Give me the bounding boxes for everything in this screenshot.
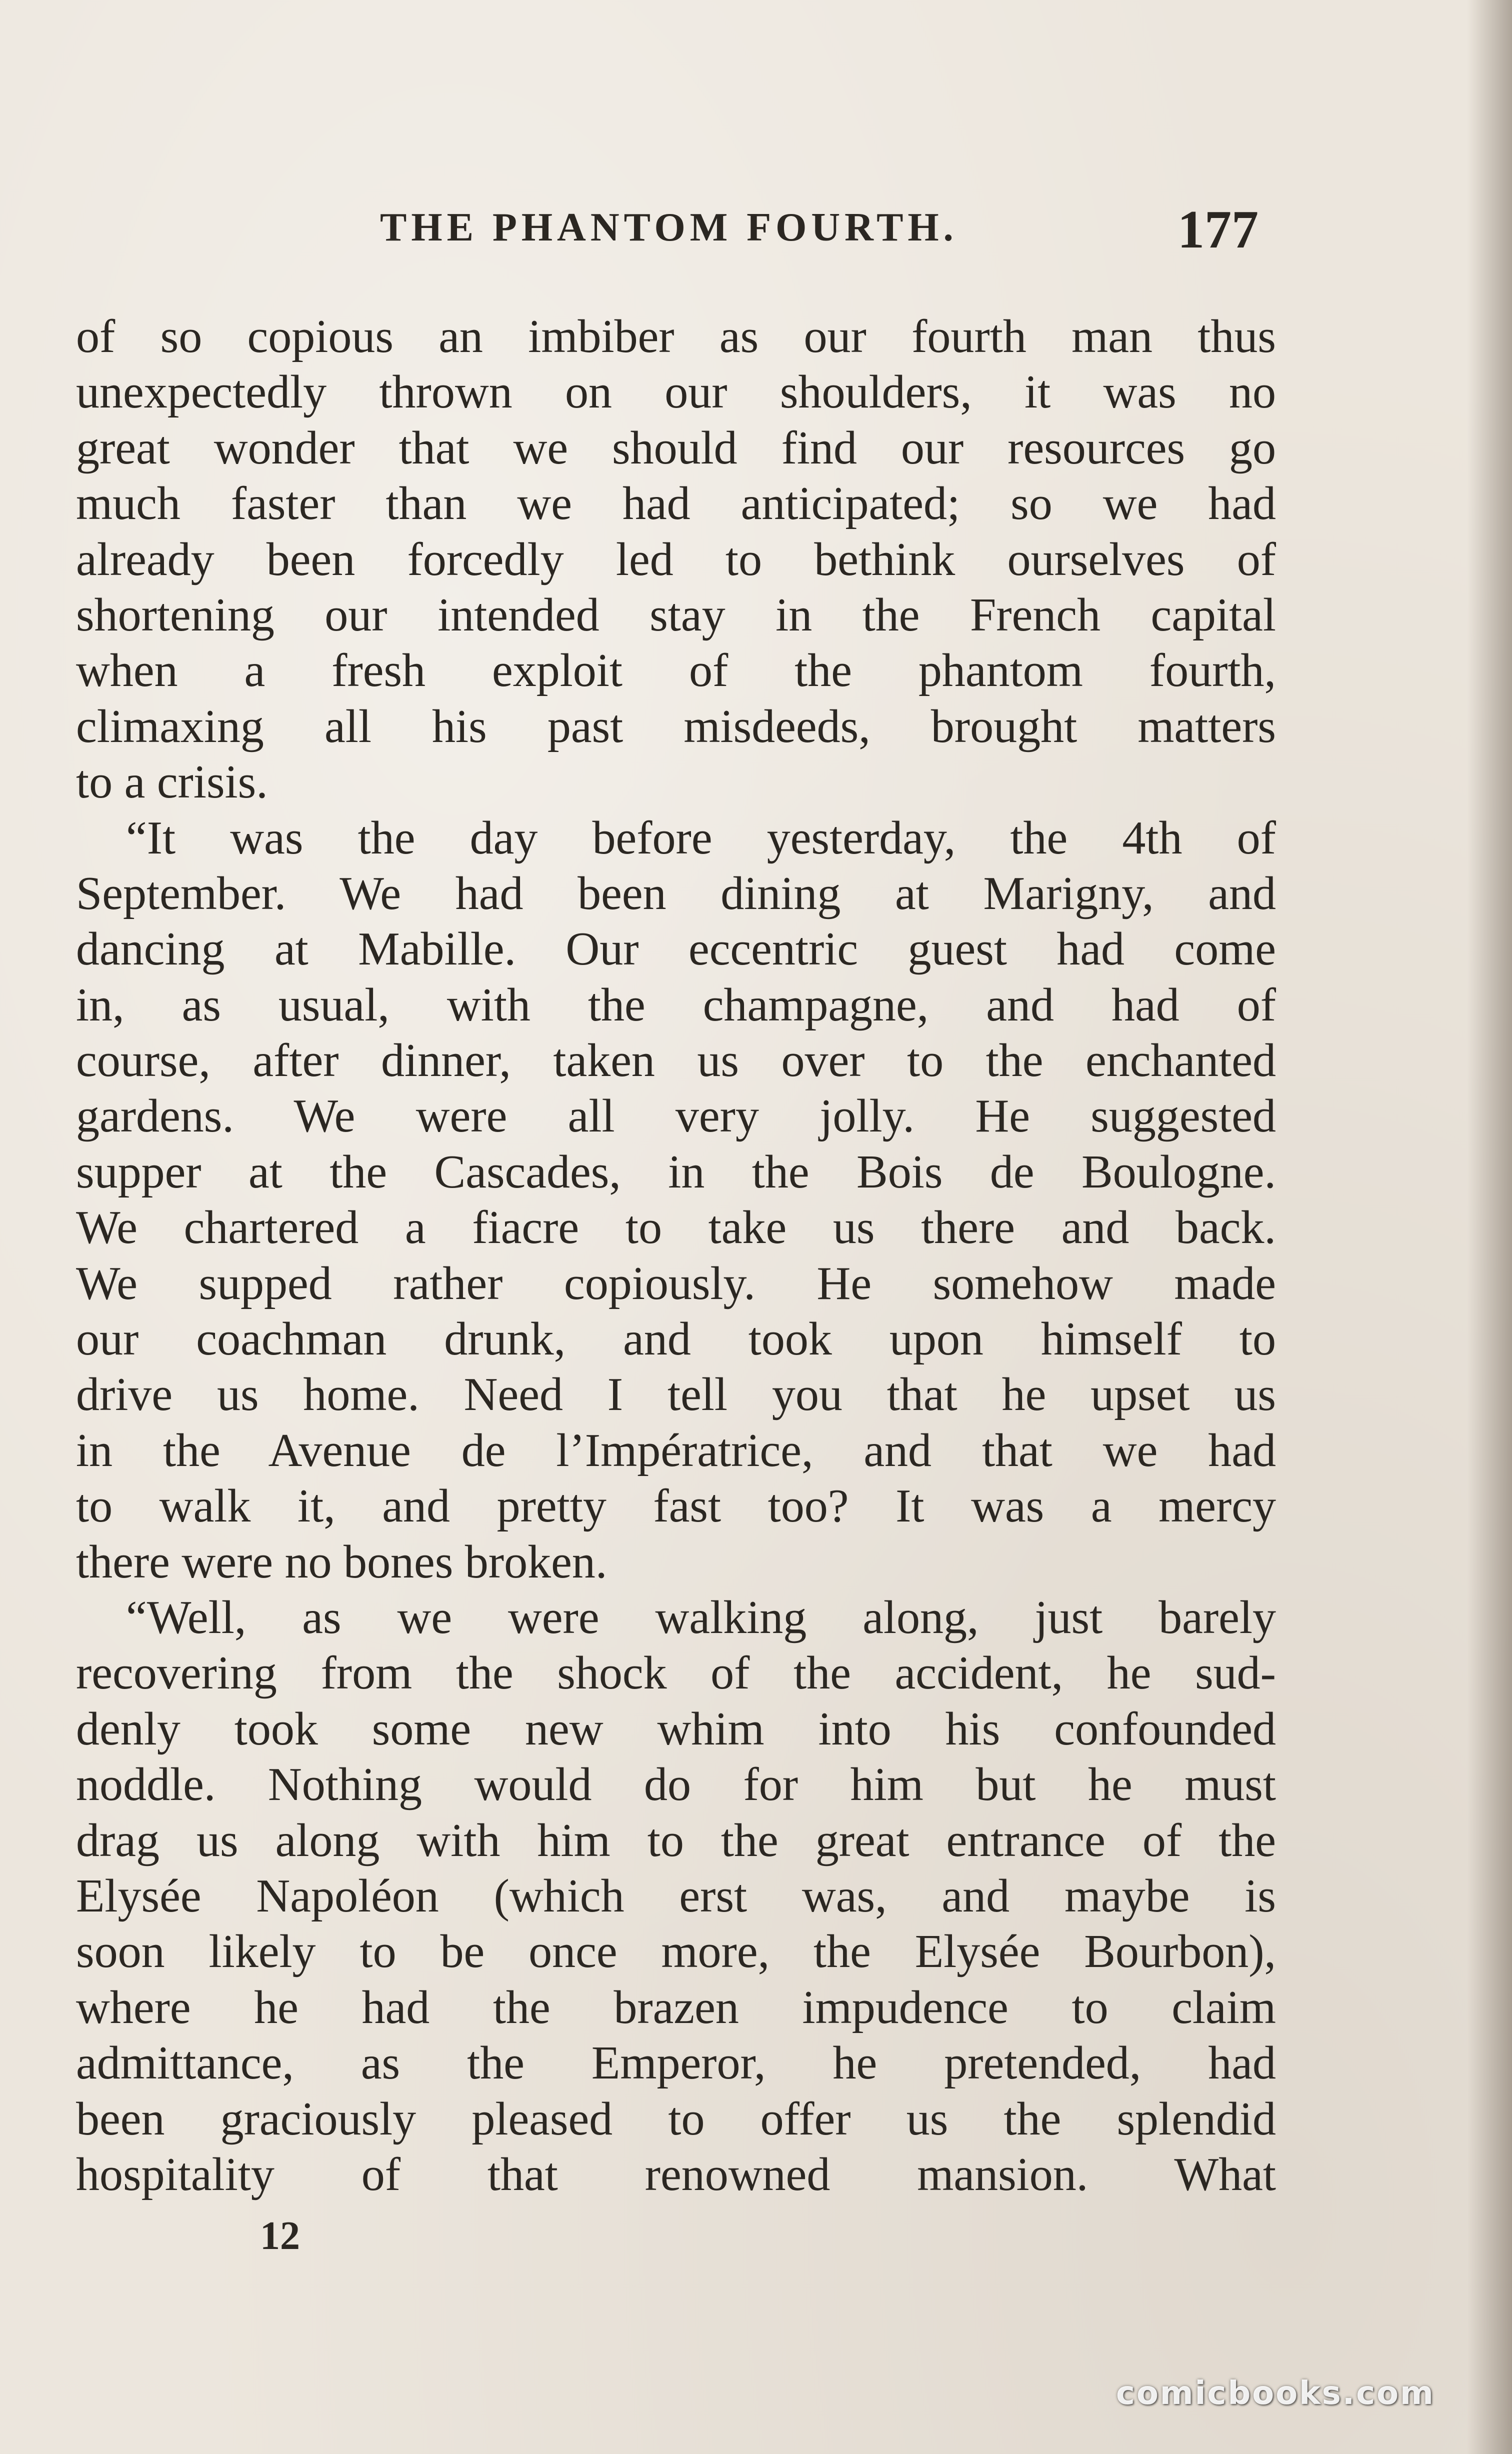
text-line: noddle. Nothing would do for him but he must: [76, 1758, 1276, 1811]
text-line: hospitality of that renowned mansion. What: [76, 2148, 1276, 2200]
text-line: Elysée Napoléon (which erst was, and maybe is: [76, 1870, 1276, 1922]
text-line: recovering from the shock of the accident, he sud-: [76, 1647, 1276, 1700]
text-line: dancing at Mabille. Our eccentric guest had come: [76, 923, 1276, 976]
text-line: of so copious an imbiber as our fourth man thus: [76, 310, 1276, 362]
text-line: soon likely to be once more, the Elysée Bourbon),: [76, 1926, 1276, 1978]
text-line: admittance, as the Emperor, he pretended, had: [76, 2037, 1276, 2090]
text-line: gardens. We were all very jolly. He suggested: [76, 1090, 1276, 1142]
text-line: when a fresh exploit of the phantom fourth,: [76, 644, 1276, 697]
text-line: “It was the day before yesterday, the 4th of: [126, 812, 1276, 864]
text-line: drive us home. Need I tell you that he upset us: [76, 1368, 1276, 1421]
text-line: “Well, as we were walking along, just barely: [126, 1591, 1276, 1644]
text-line: great wonder that we should find our resources go: [76, 422, 1276, 474]
signature-mark: 12: [260, 2214, 300, 2258]
text-line: to walk it, and pretty fast too? It was a mercy: [76, 1480, 1276, 1532]
text-line: already been forcedly led to bethink ourselves of: [76, 533, 1276, 586]
text-line: in the Avenue de l’Impératrice, and that we had: [76, 1424, 1276, 1476]
text-line: been graciously pleased to offer us the splendid: [76, 2092, 1276, 2145]
text-line: denly took some new whim into his confounded: [76, 1702, 1276, 1755]
text-line: unexpectedly thrown on our shoulders, it was no: [76, 366, 1276, 418]
text-line: We supped rather copiously. He somehow made: [76, 1257, 1276, 1310]
text-line: drag us along with him to the great entrance of the: [76, 1814, 1276, 1866]
running-title: THE PHANTOM FOURTH.: [380, 206, 958, 250]
text-line: where he had the brazen impudence to claim: [76, 1981, 1276, 2034]
text-line: course, after dinner, taken us over to the enchanted: [76, 1034, 1276, 1087]
text-line: our coachman drunk, and took upon himself to: [76, 1313, 1276, 1366]
watermark: comicbooks.com: [1116, 2375, 1435, 2412]
page-number: 177: [1178, 200, 1258, 260]
text-line: supper at the Cascades, in the Bois de Boulogne.: [76, 1146, 1276, 1198]
text-line: in, as usual, with the champagne, and had of: [76, 978, 1276, 1031]
text-line: there were no bones broken.: [76, 1536, 608, 1588]
text-line: September. We had been dining at Marigny, and: [76, 867, 1276, 920]
text-line: We chartered a fiacre to take us there and back.: [76, 1202, 1276, 1254]
text-line: climaxing all his past misdeeds, brought matters: [76, 700, 1276, 752]
page-edge-shadow: [1467, 0, 1512, 2454]
text-line: much faster than we had anticipated; so we had: [76, 478, 1276, 530]
body-text: [76, 309, 1276, 2202]
text-line: shortening our intended stay in the French capital: [76, 588, 1276, 641]
text-line: to a crisis.: [76, 756, 268, 808]
